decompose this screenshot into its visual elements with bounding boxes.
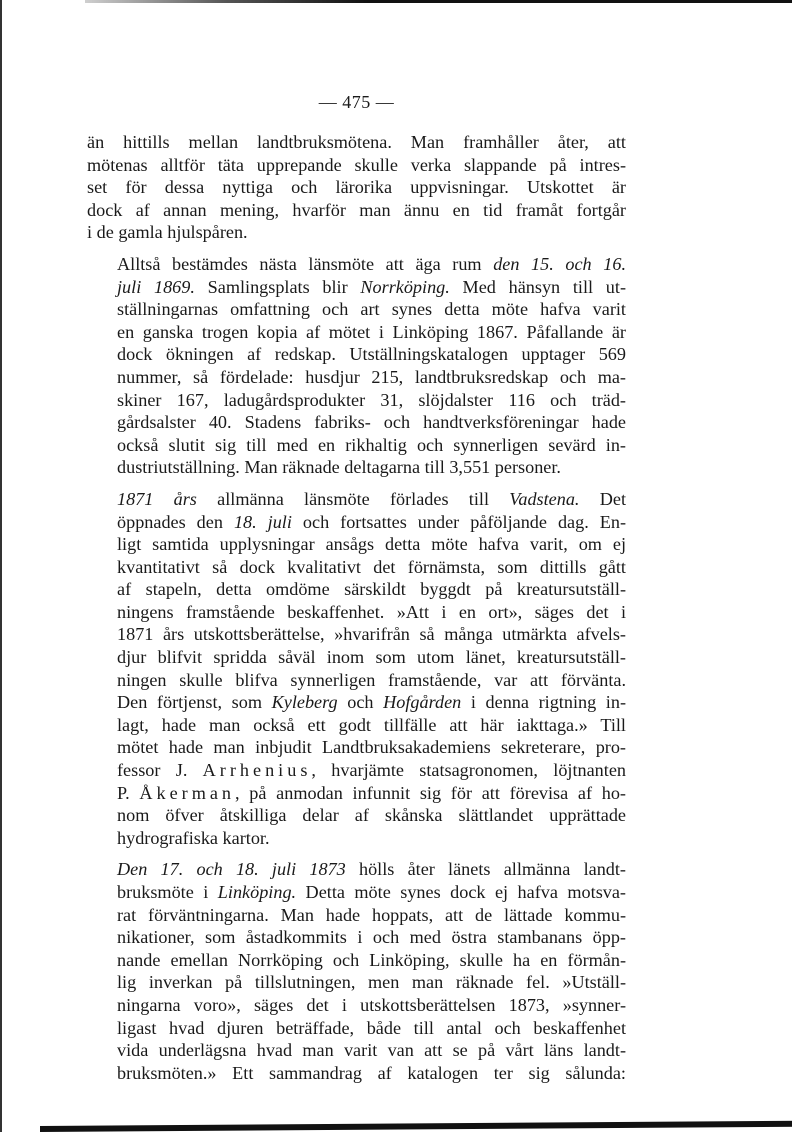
text-line: dustriutställning. Man räknade deltagarna till 3,551 personer. [117,457,561,478]
text-segment: , på anmodan infunnit sig för att förevisa af ho- [235,782,626,803]
spaced-name: Arrhenius [202,760,312,781]
text-line [87,759,626,782]
text-line: ligt samtida upplysningar ansågs detta möte hafva varit, om ej [117,534,626,555]
italic-place: Norrköping. [360,276,450,297]
text-line: 1871 års utskottsberättelse, »hvarifrån så många utmärkta afvels- [117,624,626,645]
paragraph-3 [87,488,626,850]
text-line: af stapeln, detta omdöme särskildt byggdt på kreatursutställ- [117,579,626,600]
text-segment: och [337,692,384,713]
italic-date: juli 1869. [117,276,195,297]
text-segment: Alltså bestämdes nästa länsmöte att äga rum [117,253,494,274]
scan-left-border [0,0,2,1132]
italic-place: Kyleberg [271,692,338,713]
text-line: djur blifvit spridda såväl inom som utom länet, kreatursutställ- [117,647,626,668]
italic-place: Linköping. [217,882,297,902]
text-line: lagt, hade man också ett godt tillfälle att här iakttaga.» Till [117,714,626,735]
text-line [87,253,626,276]
text-line: ningens framstående beskaffenhet. »Att i en ort», säges det i [117,601,626,622]
text-line [87,881,626,904]
text-line: dock af annan mening, hvarför man ännu en tid framåt fortgår [87,199,626,220]
text-line: set för dessa nyttiga och lärorika uppvisningar. Utskottet är [87,177,626,198]
text-line: mötet hade man inbjudit Landtbruksakademiens sekreterare, pro- [117,737,626,758]
text-line: dock ökningen af redskap. Utställningskatalogen upptager 569 [117,344,626,365]
text-line: gårdsalster 40. Stadens fabriks- och handtverksföreningar hade [117,412,626,433]
text-line: nikationer, som åstadkommits i och med östra stambanans öpp- [117,927,626,948]
text-segment: allmänna länsmöte förlades till [196,488,510,509]
text-segment: Samlingsplats blir [194,276,361,297]
text-segment: Med hänsyn till ut- [449,276,626,297]
text-line: i de gamla hjulspåren. [87,222,248,243]
text-line: hydrografiska kartor. [117,827,270,848]
text-line: kvantitativt så dock kvalitativt det förnämsta, som dittills gått [117,556,626,577]
text-segment: Det [579,488,626,509]
text-line [87,691,626,714]
text-line: vida underlägsna hvad man varit van att se på vårt läns landt- [117,1040,626,1061]
text-line: nom öfver åtskilliga delar af skånska slättlandet upprättade [117,805,626,826]
text-segment: hölls åter länets allmänna landt- [345,859,626,880]
text-segment: i denna rigtning in- [461,692,626,713]
italic-date: 18. juli [233,511,292,532]
text-line [87,511,626,534]
text-segment: , hvarjämte statsagronomen, löjtnanten [311,760,626,781]
paragraph-4 [87,858,626,1084]
text-segment: fessor J. [117,760,203,781]
text-line: lig inverkan på tillslutningen, men man räknade fel. »Utställ- [117,972,626,993]
text-segment: och fortsattes under påföljande dag. En- [291,511,626,532]
text-line: skiner 167, ladugårdsprodukter 31, slöjdalster 116 och träd- [117,389,626,410]
text-line: nummer, så fördelade: husdjur 215, landtbruksredskap och ma- [117,366,626,387]
italic-date: den 15. och 16. [493,253,626,274]
italic-year: 1871 års [117,488,197,509]
paragraph-1 [87,131,626,244]
text-line [87,858,626,881]
text-line [87,488,626,511]
scan-top-border [85,0,792,3]
text-line: också slutit sig till med en rikhaltig och synnerligen sevärd in- [117,434,626,455]
text-line: en ganska trogen kopia af mötet i Linköping 1867. Påfallande är [117,321,626,342]
text-line: rat förväntningarna. Man hade hoppats, att de lättade kommu- [117,904,626,925]
page-number: — 475 — [318,92,395,112]
text-line: ningarna voro», säges det i utskottsberättelsen 1873, »synner- [117,994,626,1015]
text-segment: bruksmöte i [117,882,218,902]
text-line: bruksmöten.» Ett sammandrag af katalogen ter sig sålunda: [117,1062,626,1083]
italic-date: Den 17. och 18. juli 1873 [117,859,346,880]
text-line: ställningarnas omfattning och art synes detta möte hafva varit [117,299,626,320]
scan-bottom-border [40,1121,792,1132]
text-line [87,276,626,299]
text-line: nande emellan Norrköping och Linköping, skulle ha en förmån- [117,949,626,970]
text-segment: Den förtjenst, som [117,692,272,713]
text-segment: P. [117,782,140,803]
text-line: än hittills mellan landtbruksmötena. Man framhåller åter, att [87,132,626,152]
text-line: ligast hvad djuren beträffade, både till antal och beskaffenhet [117,1017,626,1038]
paragraph-2 [87,253,626,479]
italic-place: Hofgården [383,692,462,713]
text-segment: Detta möte synes dock ej hafva motsva- [296,882,626,902]
spaced-name: Åkerman [139,782,236,803]
book-page [87,92,626,1093]
text-line [87,782,626,805]
text-segment: öppnades den [117,511,234,532]
italic-place: Vadstena. [509,488,580,509]
text-line: ningen skulle blifva synnerligen framstående, var att förvänta. [117,669,626,690]
text-line: mötenas alltför täta upprepande skulle verka slappande på intres- [87,154,626,175]
